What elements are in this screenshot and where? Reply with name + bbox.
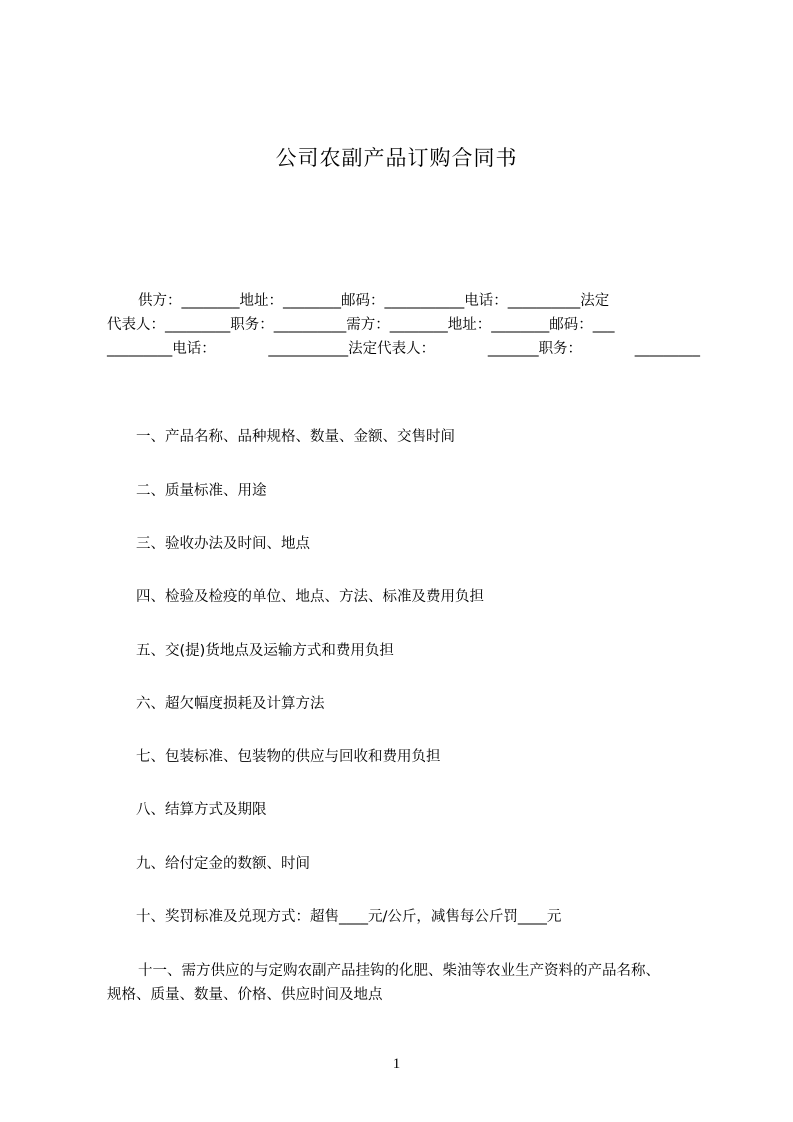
page-number: 1 — [392, 1056, 401, 1072]
document-title: 公司农副产品订购合同书 — [275, 146, 518, 170]
party-info-line-3-part: ___________法定代表人： — [268, 341, 436, 357]
clause-3: 三、验收办法及时间、地点 — [136, 536, 310, 552]
party-info-line-3-part: _______职务： — [487, 341, 583, 357]
clause-6: 六、超欠幅度损耗及计算方法 — [136, 696, 325, 712]
clause-4: 四、检验及检疫的单位、地点、方法、标准及费用负担 — [136, 589, 484, 605]
party-info — [107, 289, 700, 361]
party-info-line-3 — [107, 337, 700, 361]
party-info-line-1: 供方：________地址：________邮码：___________电话：__________法定 — [138, 293, 610, 309]
clause-2: 二、质量标准、用途 — [136, 483, 267, 499]
clause-11-line-2: 规格、质量、数量、价格、供应时间及地点 — [107, 987, 383, 1003]
party-info-line-2: 代表人：_________职务：__________需方：________地址：________邮码：___ — [107, 317, 615, 333]
party-info-line-3-part: _________电话： — [107, 341, 216, 357]
clause-11 — [107, 959, 700, 1007]
clause-10: 十、奖罚标准及兑现方式：超售____元/公斤，减售每公斤罚____元 — [136, 909, 562, 925]
clause-1: 一、产品名称、品种规格、数量、金额、交售时间 — [136, 429, 455, 445]
clause-11-line-1: 十一、需方供应的与定购农副产品挂钩的化肥、柴油等农业生产资料的产品名称、 — [138, 963, 660, 979]
party-info-line-3-part: _________ — [634, 341, 700, 357]
clause-5: 五、交(提)货地点及运输方式和费用负担 — [136, 643, 394, 659]
clause-8: 八、结算方式及期限 — [136, 802, 267, 818]
clause-7: 七、包装标准、包装物的供应与回收和费用负担 — [136, 749, 441, 765]
clause-9: 九、给付定金的数额、时间 — [136, 856, 310, 872]
